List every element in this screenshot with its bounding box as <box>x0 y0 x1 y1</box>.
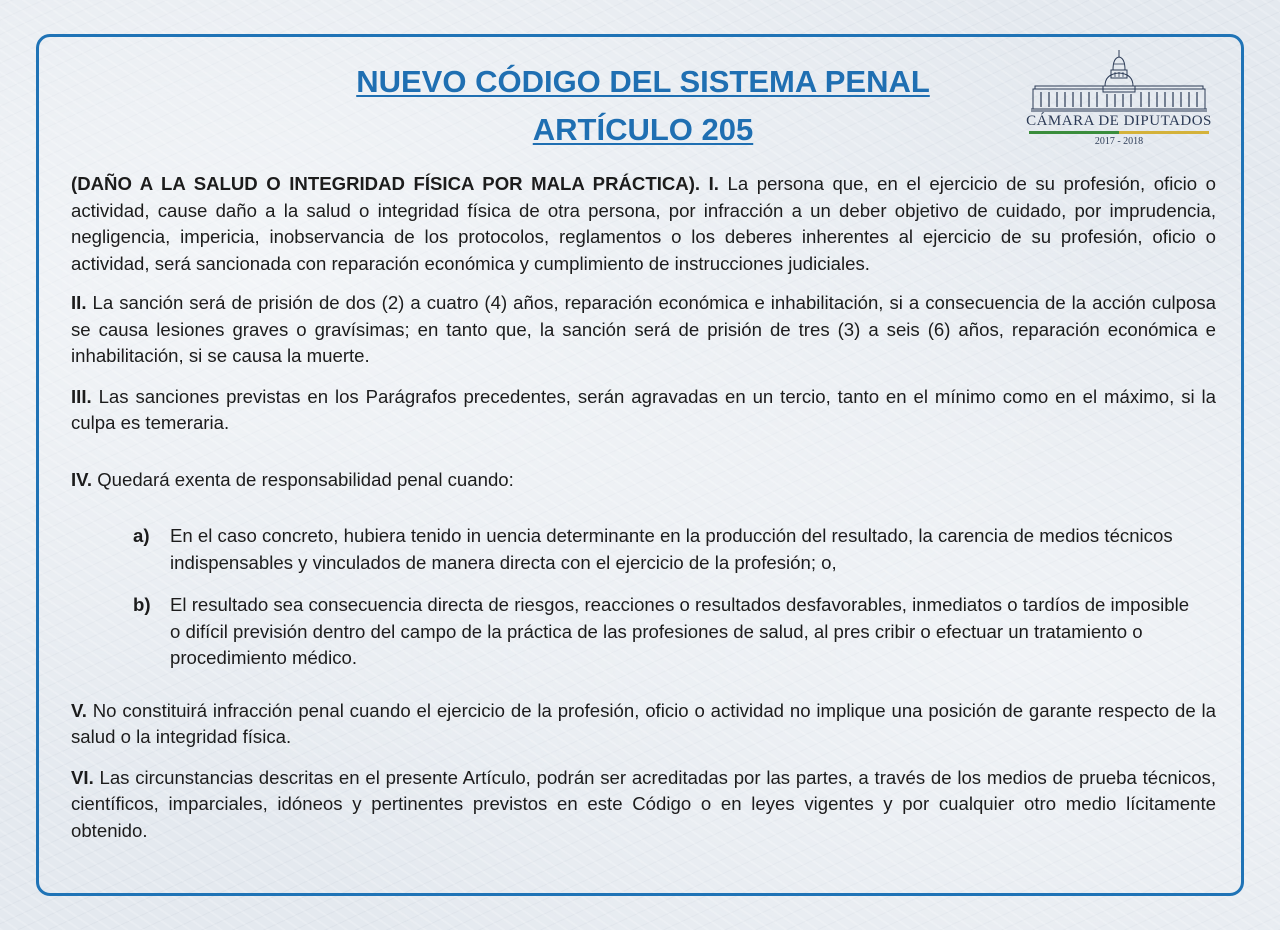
subparagraph-b-text: El resultado sea consecuencia directa de riesgos, reacciones o resultados desfavorables, inmediatos o tardíos de imposible o difícil previsión dentro del campo de la práctica de las profesiones de salud, al pres cribir o efectuar un tratamiento o procedimiento médico. <box>170 594 1190 668</box>
paragraph-iv <box>71 467 1216 494</box>
paragraph-v-text: No constituirá infracción penal cuando el ejercicio de la profesión, oficio o actividad no implique una posición de garante respecto de la salud o la integridad física. <box>71 699 1216 747</box>
paragraph-iv-text: Quedará exenta de responsabilidad penal cuando: <box>92 468 514 490</box>
subparagraph-b <box>71 592 1216 672</box>
paragraph-i-lead: (DAÑO A LA SALUD O INTEGRIDAD FÍSICA POR MALA PRÁCTICA). I. <box>71 173 719 194</box>
paragraph-i-text: La persona que, en el ejercicio de su profesión, oficio o actividad, cause daño a la salud o integridad física de otra persona, por infracción a un deber objetivo de cuidado, por imprudencia, negligencia, impericia, inobservancia de los protocolos, reglamentos o los deberes inherentes al ejercicio de su profesión, oficio o actividad, será sancionada con reparación económica y cumplimiento de instrucciones judiciales. <box>71 173 1217 274</box>
paragraph-v-lead: V. <box>71 699 87 721</box>
article-body <box>71 171 1216 844</box>
paragraph-vi-text: Las circunstancias descritas en el presente Artículo, podrán ser acreditadas por las partes, a través de los medios de prueba técnicos, científicos, imparciales, idóneos y pertinentes previstos en este Código o en leyes vigentes y por cualquier otro medio lícitamente obtenido. <box>71 766 1216 841</box>
paragraph-vi <box>71 765 1216 845</box>
subparagraph-a-text: En el caso concreto, hubiera tenido in uencia determinante en la producción del resultado, la carencia de medios técnicos indispensables y vinculados de manera directa con el ejercicio de la profesión; o, <box>170 525 1173 573</box>
logo-name: CÁMARA DE DIPUTADOS <box>1026 113 1212 129</box>
paragraph-iii <box>71 384 1216 437</box>
paragraph-ii <box>71 290 1216 370</box>
paragraph-iii-text: Las sanciones previstas en los Parágrafos precedentes, serán agravadas en un tercio, tanto en el mínimo como en el máximo, si la culpa es temeraria. <box>71 385 1216 433</box>
subparagraph-a <box>71 523 1216 576</box>
paragraph-iv-lead: IV. <box>71 468 93 490</box>
article-number: ARTÍCULO 205 <box>532 112 754 147</box>
subparagraph-b-marker: b) <box>133 594 151 615</box>
logo-years: 2017 - 2018 <box>1094 136 1144 147</box>
paragraph-ii-text: La sanción será de prisión de dos (2) a cuatro (4) años, reparación económica e inhabilitación, si a consecuencia de la acción culposa se causa lesiones graves o gravísimas; en tanto que, la sanción será de prisión de tres (3) a seis (6) años, reparación económica e inhabilitación, si se causa la muerte. <box>71 292 1216 366</box>
paragraph-iii-lead: III. <box>71 385 92 407</box>
paragraph-ii-lead: II. <box>71 292 87 313</box>
logo-color-rule <box>1029 131 1209 134</box>
paragraph-i <box>71 171 1216 277</box>
page-title: NUEVO CÓDIGO DEL SISTEMA PENAL <box>356 64 930 99</box>
parliament-building-icon <box>1029 48 1209 112</box>
camara-de-diputados-logo <box>1026 48 1212 152</box>
paragraph-vi-lead: VI. <box>71 766 94 788</box>
subparagraph-a-marker: a) <box>133 525 150 546</box>
paragraph-v <box>71 698 1216 751</box>
